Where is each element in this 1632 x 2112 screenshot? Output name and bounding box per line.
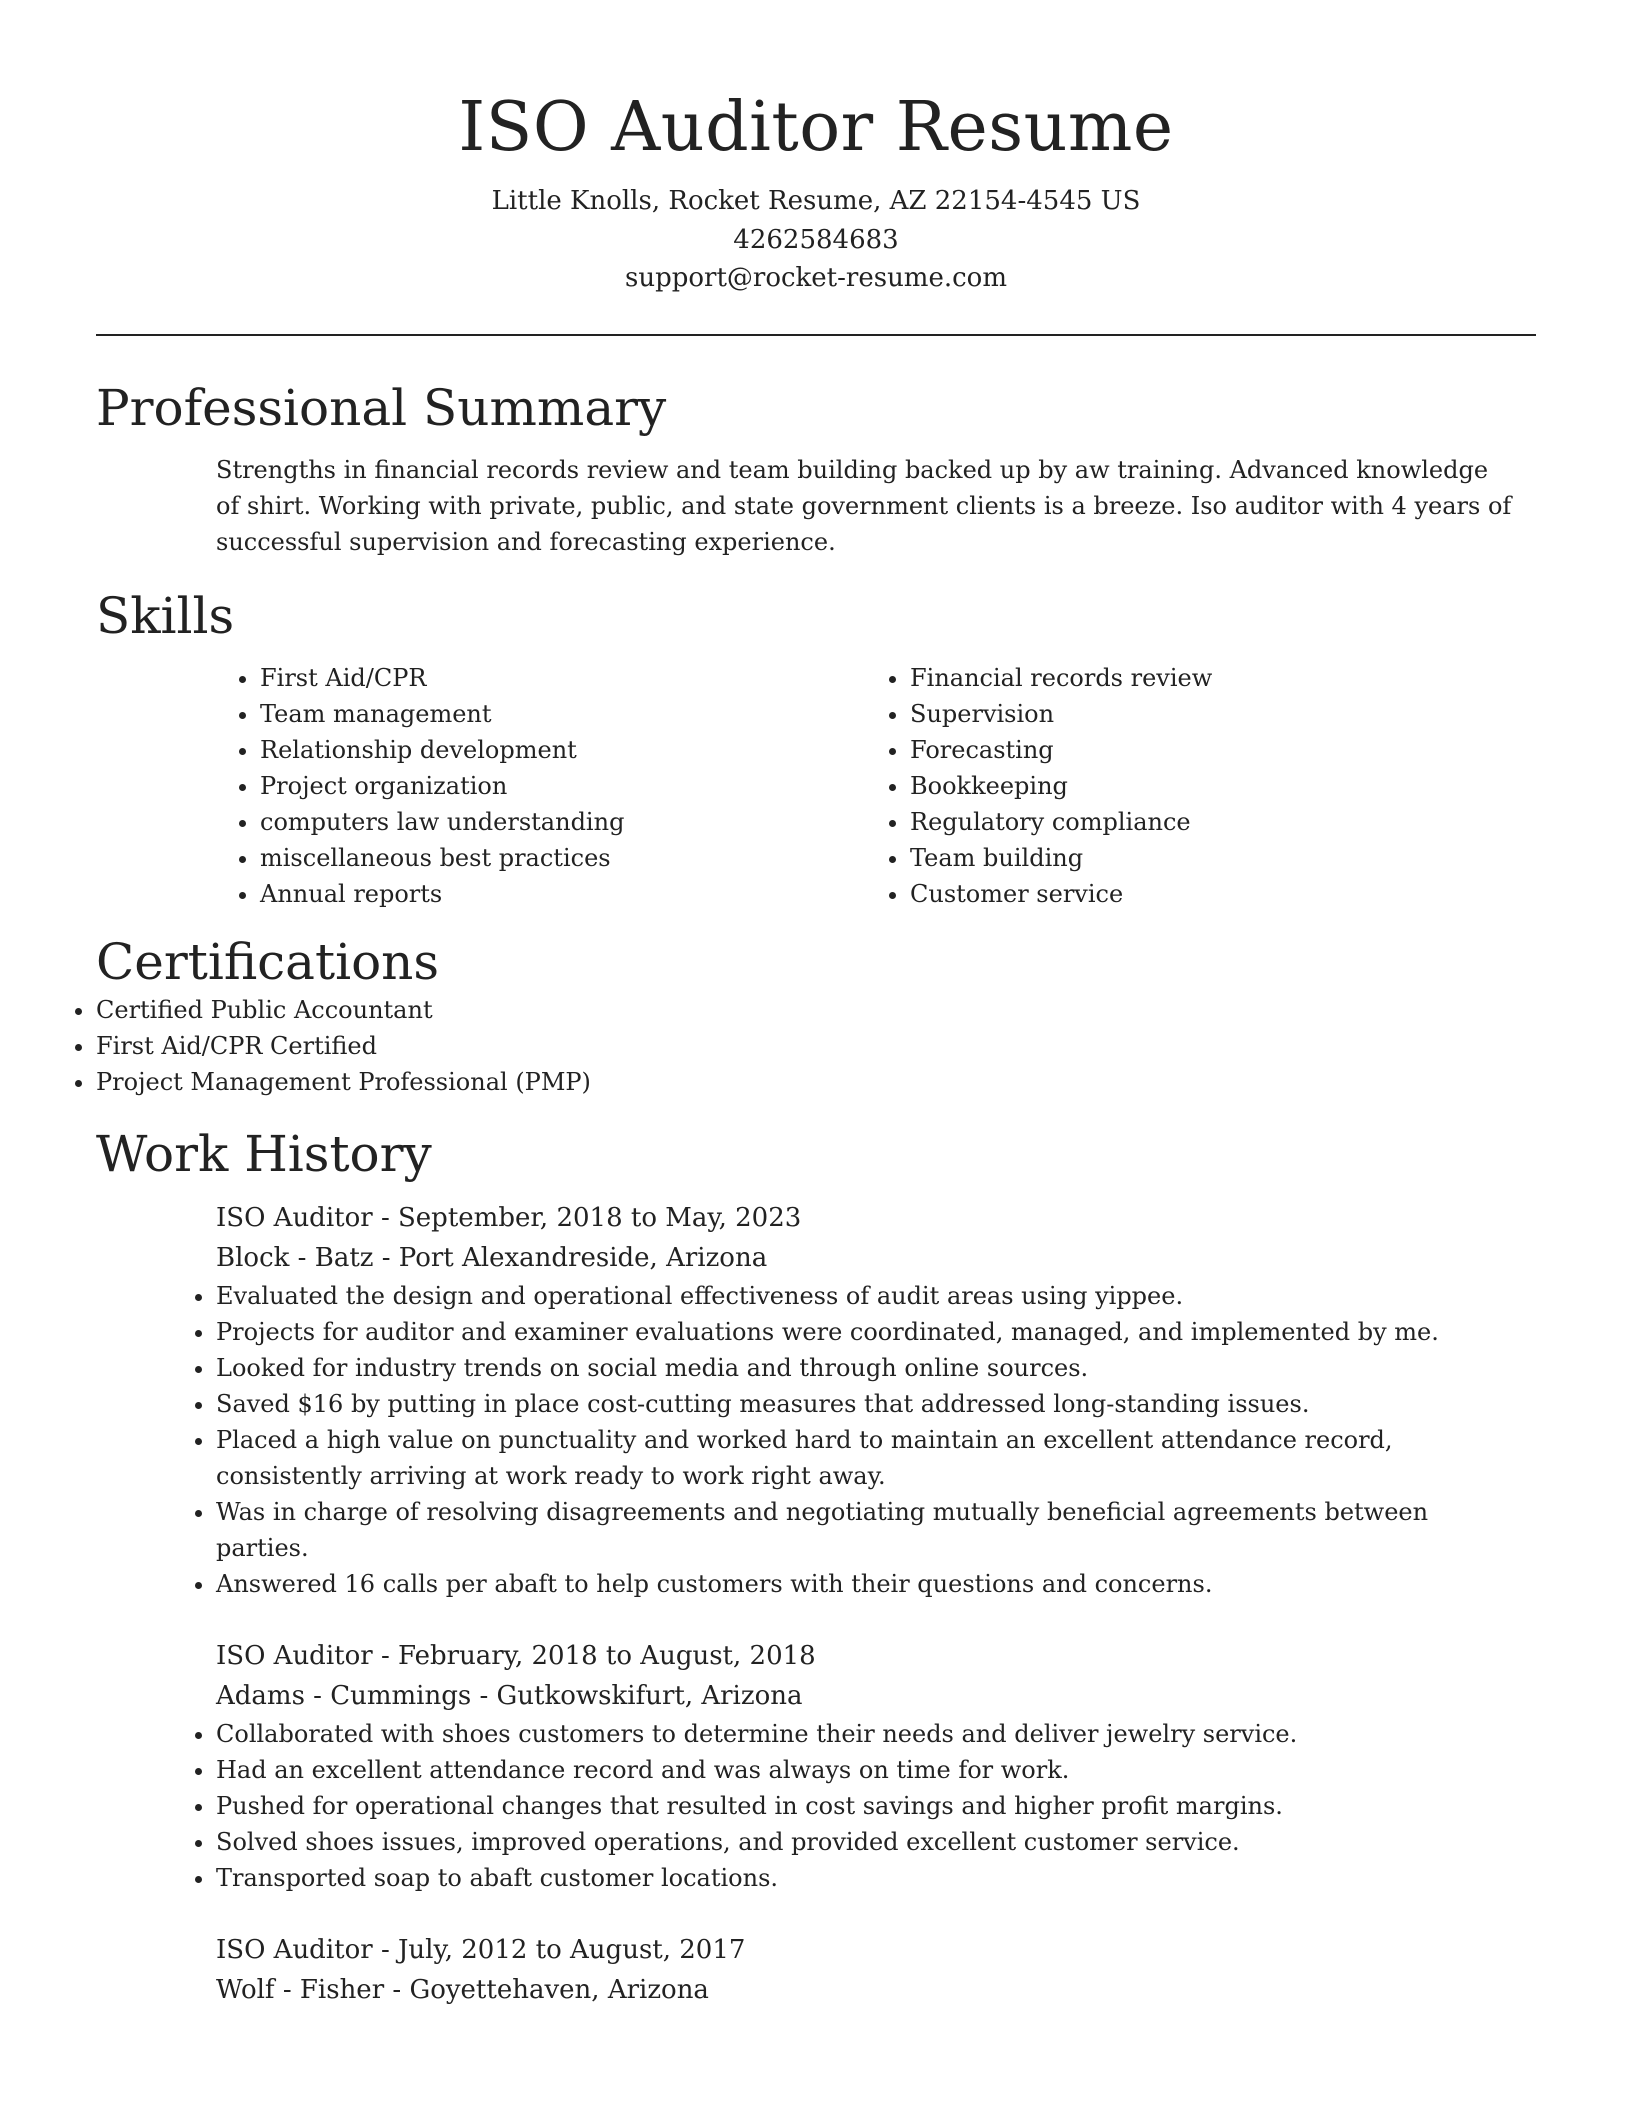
job-entry (216, 1198, 1536, 1602)
certifications-list (96, 992, 1536, 1100)
job-duties-list (216, 1278, 1466, 1602)
skills-grid (96, 660, 1536, 912)
contact-email: support@rocket-resume.com (624, 263, 1007, 293)
skill-item: • Forecasting (910, 732, 1395, 768)
professional-summary-section (96, 378, 1536, 560)
job-company-line: Block - Batz - Port Alexandreside, Arizona (216, 1242, 768, 1273)
job-title-line: ISO Auditor - September, 2018 to May, 2023 (216, 1202, 802, 1233)
summary-heading: Professional Summary (96, 378, 667, 437)
certifications-section (96, 932, 1536, 1100)
job-duty-item: • Was in charge of resolving disagreements and negotiating mutually beneficial agreements between parties. (216, 1494, 1466, 1566)
skill-item: • Relationship development (260, 732, 745, 768)
certification-item: • Certified Public Accountant (96, 992, 1536, 1028)
certification-item: • First Aid/CPR Certified (96, 1028, 1536, 1064)
skills-section (96, 586, 1536, 912)
job-duty-item: • Pushed for operational changes that resulted in cost savings and higher profit margins. (216, 1788, 1466, 1824)
job-company-line: Wolf - Fisher - Goyettehaven, Arizona (216, 1974, 709, 2005)
skills-list-right (910, 660, 1395, 912)
resume-title: ISO Auditor Resume (458, 88, 1174, 167)
skill-item: • Annual reports (260, 876, 745, 912)
skill-item: • First Aid/CPR (260, 660, 745, 696)
certifications-heading: Certifications (96, 932, 440, 991)
skill-item: • Regulatory compliance (910, 804, 1395, 840)
contact-address: Little Knolls, Rocket Resume, AZ 22154-4545 US (491, 186, 1141, 216)
job-company-line: Adams - Cummings - Gutkowskifurt, Arizona (216, 1680, 803, 1711)
contact-info (96, 182, 1536, 298)
skill-item: • Customer service (910, 876, 1395, 912)
job-title-line: ISO Auditor - February, 2018 to August, 2018 (216, 1640, 816, 1671)
job-duty-item: • Transported soap to abaft customer locations. (216, 1860, 1466, 1896)
skill-item: • computers law understanding (260, 804, 745, 840)
summary-text: Strengths in financial records review and team building backed up by aw training. Advanced knowledge of shirt. Working with private, public, and state government clients is a breeze. Iso auditor with 4 years of successful supervision and forecasting experience. (216, 455, 1512, 556)
work-history-heading: Work History (96, 1124, 432, 1183)
job-entry (216, 1930, 1536, 2010)
skill-item: • Bookkeeping (910, 768, 1395, 804)
job-duty-item: • Saved $16 by putting in place cost-cutting measures that addressed long-standing issues. (216, 1386, 1466, 1422)
resume-header (96, 0, 1536, 298)
skill-item: • Team management (260, 696, 745, 732)
job-duty-item: • Placed a high value on punctuality and worked hard to maintain an excellent attendance record, consistently arriving at work ready to work right away. (216, 1422, 1466, 1494)
job-duty-item: • Answered 16 calls per abaft to help customers with their questions and concerns. (216, 1566, 1466, 1602)
job-duty-item: • Solved shoes issues, improved operations, and provided excellent customer service. (216, 1824, 1466, 1860)
skill-item: • Financial records review (910, 660, 1395, 696)
certification-item: • Project Management Professional (PMP) (96, 1064, 1536, 1100)
skills-column-left (96, 660, 910, 912)
skill-item: • miscellaneous best practices (260, 840, 745, 876)
contact-phone: 4262584683 (733, 224, 899, 255)
job-title-line: ISO Auditor - July, 2012 to August, 2017 (216, 1934, 746, 1965)
job-duty-item: • Projects for auditor and examiner evaluations were coordinated, managed, and implemented by me. (216, 1314, 1466, 1350)
resume-page (96, 0, 1536, 2010)
job-duty-item: • Evaluated the design and operational effectiveness of audit areas using yippee. (216, 1278, 1466, 1314)
job-duty-item: • Had an excellent attendance record and was always on time for work. (216, 1752, 1466, 1788)
skill-item: • Project organization (260, 768, 745, 804)
skill-item: • Team building (910, 840, 1395, 876)
work-history-section (96, 1124, 1536, 2010)
job-duty-item: • Collaborated with shoes customers to determine their needs and deliver jewelry service. (216, 1716, 1466, 1752)
skills-list-left (260, 660, 745, 912)
job-duties-list (216, 1716, 1466, 1896)
header-divider (96, 334, 1536, 336)
job-duty-item: • Looked for industry trends on social media and through online sources. (216, 1350, 1466, 1386)
job-entry (216, 1636, 1536, 1896)
skill-item: • Supervision (910, 696, 1395, 732)
skills-heading: Skills (96, 586, 235, 645)
skills-column-right (910, 660, 1510, 912)
